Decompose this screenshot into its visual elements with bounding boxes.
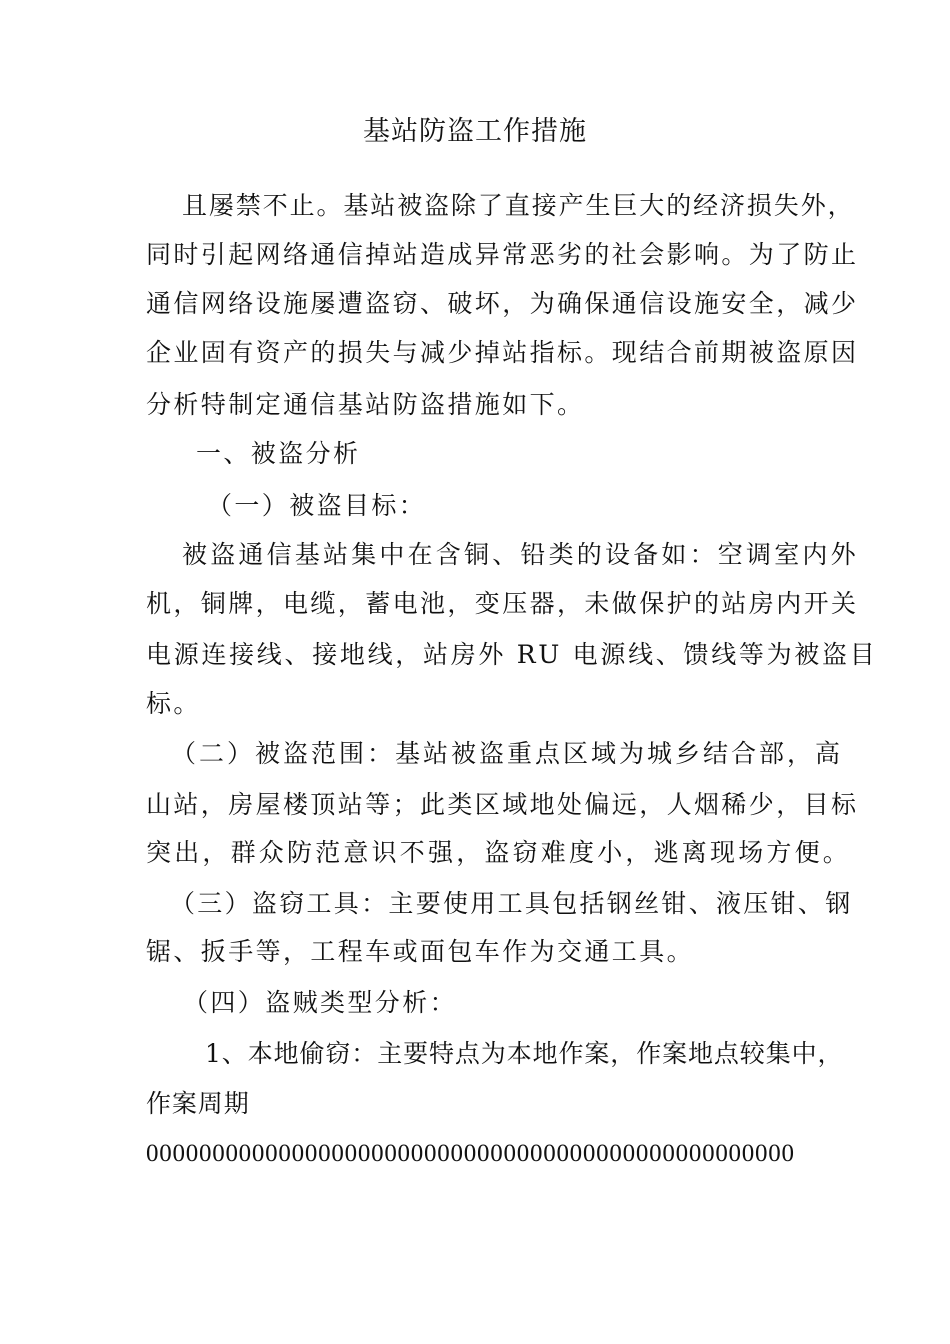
paragraph-line: 同时引起网络通信掉站造成异常恶劣的社会影响。为了防止 [146, 240, 859, 269]
section-heading: 一、被盗分析 [196, 439, 361, 468]
filler-zeros-line: 0000000000000000000000000000000000000000000000000 [146, 1140, 795, 1167]
paragraph-line: 电源连接线、接地线，站房外 RU 电源线、馈线等为被盗目 [146, 640, 878, 669]
paragraph-line: 机，铜牌，电缆，蓄电池，变压器，未做保护的站房内开关 [146, 589, 859, 618]
document-title: 基站防盗工作措施 [363, 116, 587, 147]
paragraph-line: 分析特制定通信基站防盗措施如下。 [146, 390, 585, 419]
subsection-heading: （四）盗贼类型分析： [183, 988, 458, 1017]
paragraph-line: 通信网络设施屡遭盗窃、破坏，为确保通信设施安全，减少 [146, 289, 859, 318]
paragraph-line: 标。 [146, 689, 201, 718]
paragraph-line: 突出，群众防范意识不强，盗窃难度小，逃离现场方便。 [146, 838, 852, 867]
paragraph-line: 1、本地偷窃：主要特点为本地作案，作案地点较集中， [205, 1039, 844, 1068]
paragraph-line: 且屡禁不止。基站被盗除了直接产生巨大的经济损失外， [182, 191, 855, 220]
paragraph-line: 被盗通信基站集中在含铜、铅类的设备如：空调室内外 [182, 540, 859, 569]
paragraph-line: （三）盗窃工具：主要使用工具包括钢丝钳、液压钳、钢 [170, 889, 853, 918]
paragraph-line: 企业固有资产的损失与减少掉站指标。现结合前期被盗原因 [146, 338, 859, 367]
paragraph-line: 山站，房屋楼顶站等；此类区域地处偏远，人烟稀少，目标 [146, 790, 859, 819]
subsection-heading: （一）被盗目标： [207, 491, 427, 520]
paragraph-line: 作案周期 [146, 1089, 250, 1118]
paragraph-line: （二）被盗范围：基站被盗重点区域为城乡结合部，高 [171, 739, 844, 768]
paragraph-line: 锯、扳手等，工程车或面包车作为交通工具。 [146, 937, 695, 966]
